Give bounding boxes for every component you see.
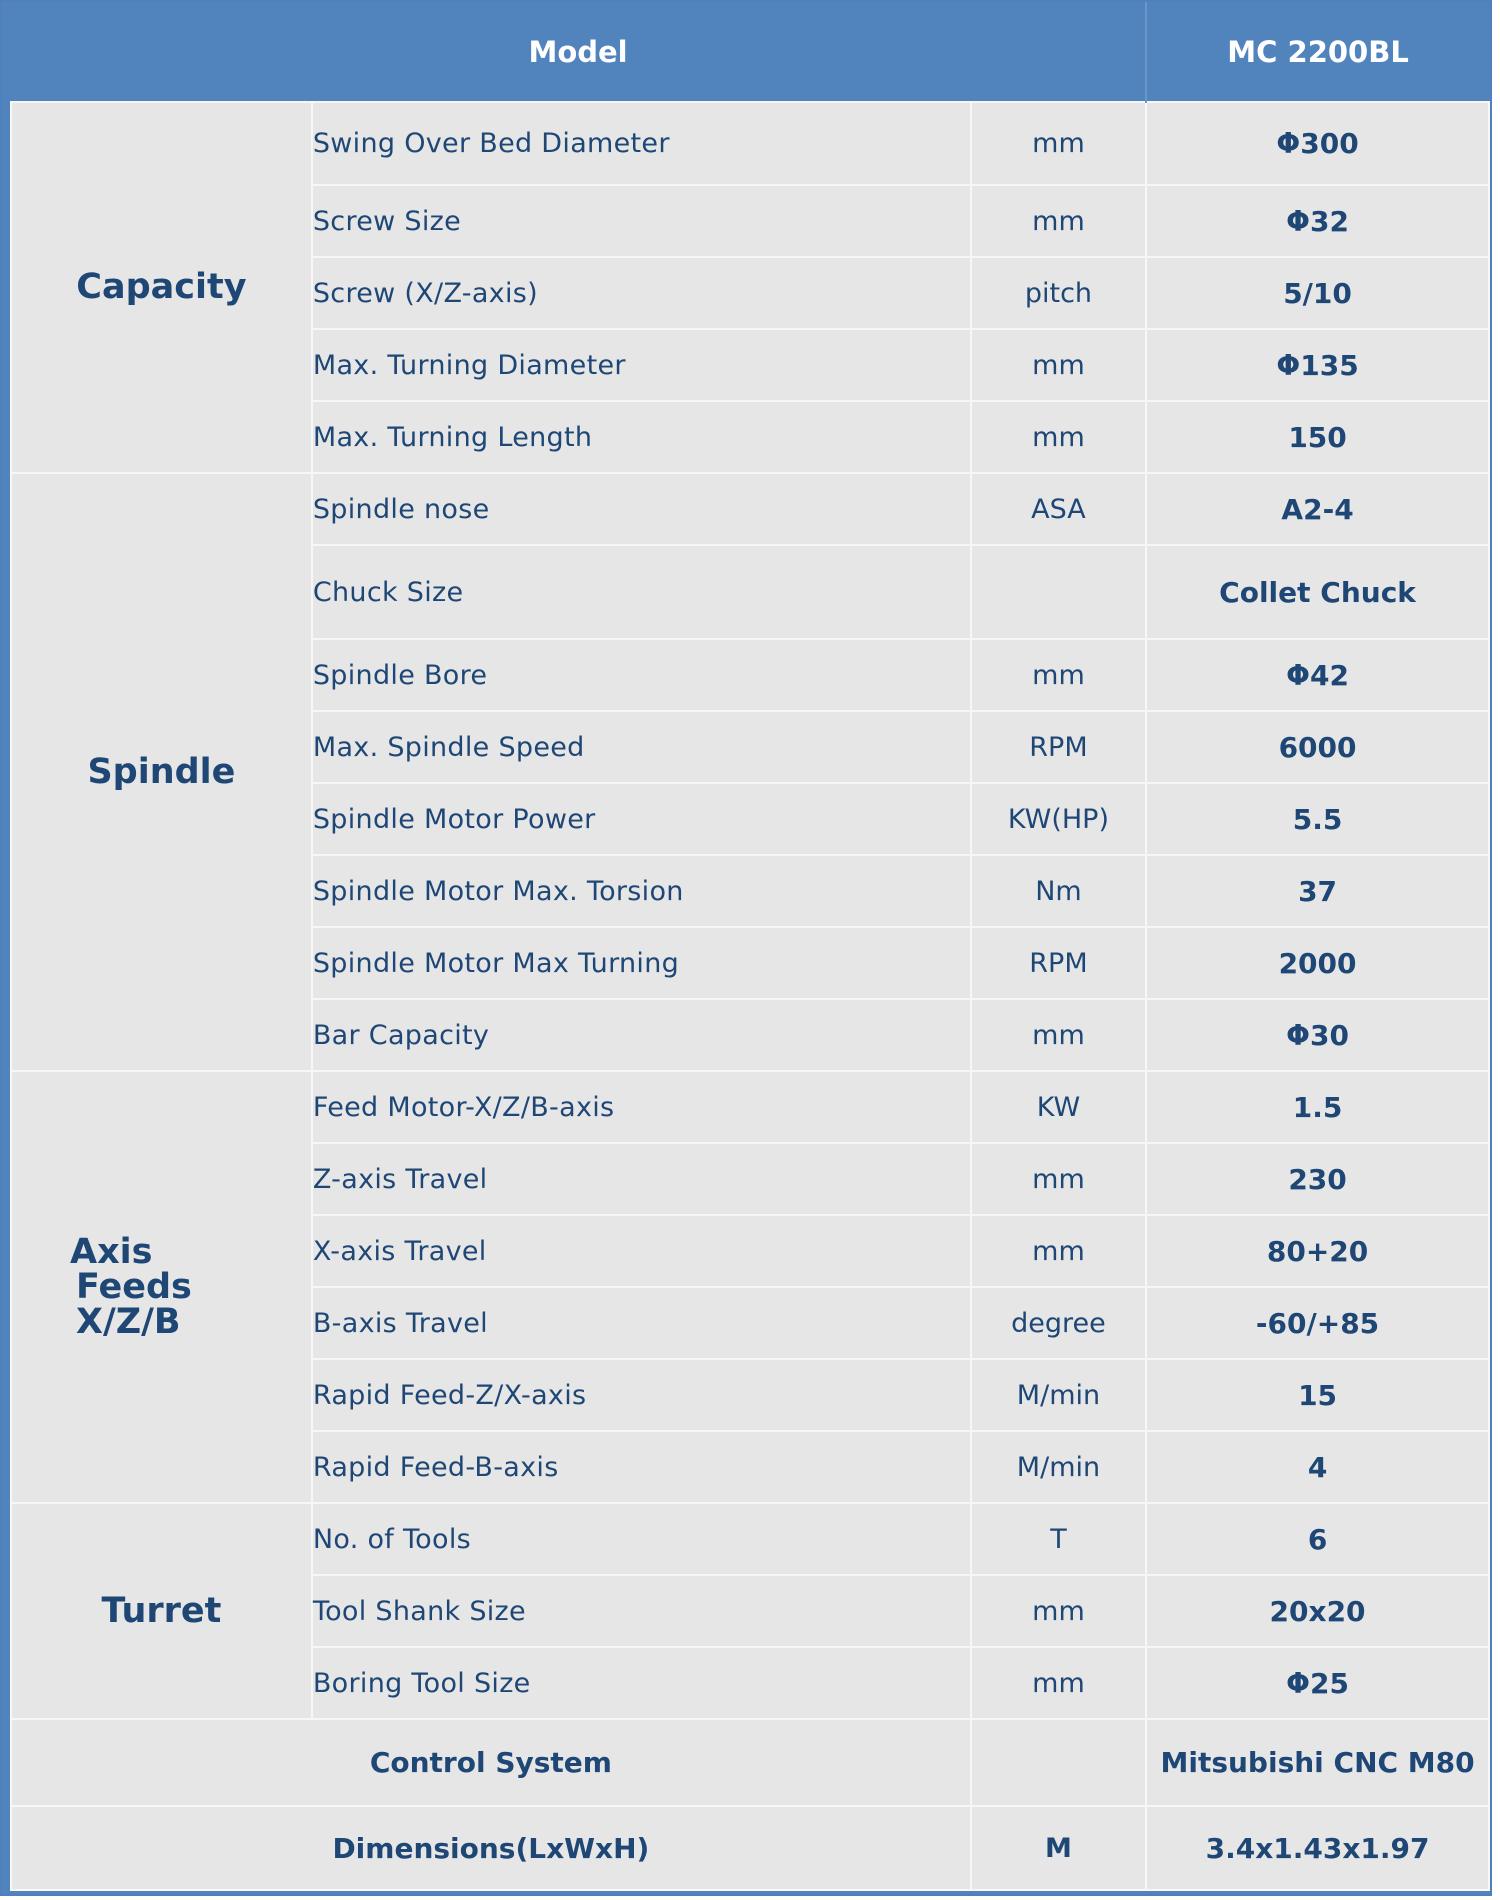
spec-item: Spindle nose [312, 473, 971, 545]
spec-unit: mm [971, 1575, 1146, 1647]
spec-item: Z-axis Travel [312, 1143, 971, 1215]
dimensions-label: Dimensions(LxWxH) [11, 1806, 971, 1890]
spec-value: 6000 [1146, 711, 1489, 783]
spec-item: Spindle Motor Power [312, 783, 971, 855]
spec-item: Max. Turning Diameter [312, 329, 971, 401]
group-axis-feeds [11, 1071, 312, 1503]
table-row [11, 1503, 1489, 1575]
control-system-value: Mitsubishi CNC M80 [1146, 1719, 1489, 1806]
dimensions-unit: M [971, 1806, 1146, 1890]
spec-item: Rapid Feed-B-axis [312, 1431, 971, 1503]
spec-unit: RPM [971, 927, 1146, 999]
spec-unit: T [971, 1503, 1146, 1575]
spec-value: Φ32 [1146, 185, 1489, 257]
spec-item: X-axis Travel [312, 1215, 971, 1287]
group-axis-line3: X/Z/B [76, 1301, 181, 1342]
spec-item: Max. Turning Length [312, 401, 971, 473]
spec-unit: M/min [971, 1431, 1146, 1503]
spec-value: 150 [1146, 401, 1489, 473]
control-system-label: Control System [11, 1719, 971, 1806]
model-header-label: Model [11, 2, 1146, 102]
spec-unit: mm [971, 999, 1146, 1071]
specification-table [10, 2, 1490, 1891]
table-row [11, 1806, 1489, 1890]
spec-unit: mm [971, 639, 1146, 711]
spec-item: Swing Over Bed Diameter [312, 102, 971, 185]
spec-value: Φ300 [1146, 102, 1489, 185]
spec-value: Collet Chuck [1146, 545, 1489, 639]
dimensions-value: 3.4x1.43x1.97 [1146, 1806, 1489, 1890]
spec-value: 15 [1146, 1359, 1489, 1431]
spec-item: Spindle Bore [312, 639, 971, 711]
spec-value: 4 [1146, 1431, 1489, 1503]
spec-value: 6 [1146, 1503, 1489, 1575]
spec-item: Feed Motor-X/Z/B-axis [312, 1071, 971, 1143]
spec-unit: mm [971, 329, 1146, 401]
spec-value: Φ135 [1146, 329, 1489, 401]
spec-unit: mm [971, 1143, 1146, 1215]
spec-item: Boring Tool Size [312, 1647, 971, 1719]
spec-unit: mm [971, 1647, 1146, 1719]
spec-value: 20x20 [1146, 1575, 1489, 1647]
group-capacity: Capacity [11, 102, 312, 473]
model-header-value: MC 2200BL [1146, 2, 1489, 102]
spec-item: Screw Size [312, 185, 971, 257]
spec-unit [971, 1719, 1146, 1806]
spec-value: 230 [1146, 1143, 1489, 1215]
spec-unit: Nm [971, 855, 1146, 927]
spec-unit: mm [971, 102, 1146, 185]
spec-value: 1.5 [1146, 1071, 1489, 1143]
spec-item: Max. Spindle Speed [312, 711, 971, 783]
spec-item: Bar Capacity [312, 999, 971, 1071]
spec-item: Spindle Motor Max. Torsion [312, 855, 971, 927]
spec-unit: mm [971, 1215, 1146, 1287]
spec-item: Chuck Size [312, 545, 971, 639]
group-spindle: Spindle [11, 473, 312, 1071]
spec-unit: KW(HP) [971, 783, 1146, 855]
group-axis-line2: Feeds [76, 1266, 192, 1307]
spec-value: 5.5 [1146, 783, 1489, 855]
spec-item: Spindle Motor Max Turning [312, 927, 971, 999]
table-row [11, 1719, 1489, 1806]
spec-value: 37 [1146, 855, 1489, 927]
spec-value: Φ30 [1146, 999, 1489, 1071]
spec-item: Rapid Feed-Z/X-axis [312, 1359, 971, 1431]
spec-unit: KW [971, 1071, 1146, 1143]
spec-item: Tool Shank Size [312, 1575, 971, 1647]
spec-value: Φ25 [1146, 1647, 1489, 1719]
spec-item: Screw (X/Z-axis) [312, 257, 971, 329]
header-row [11, 2, 1489, 102]
spec-value: 2000 [1146, 927, 1489, 999]
table-row [11, 102, 1489, 185]
spec-value: 5/10 [1146, 257, 1489, 329]
spec-unit [971, 545, 1146, 639]
spec-unit: mm [971, 185, 1146, 257]
spec-unit: RPM [971, 711, 1146, 783]
table-row [11, 1071, 1489, 1143]
group-turret: Turret [11, 1503, 312, 1719]
spec-value: Φ42 [1146, 639, 1489, 711]
spec-value: -60/+85 [1146, 1287, 1489, 1359]
spec-unit: pitch [971, 257, 1146, 329]
group-axis-line1: Axis [70, 1231, 153, 1272]
table-row [11, 473, 1489, 545]
spec-value: 80+20 [1146, 1215, 1489, 1287]
spec-unit: degree [971, 1287, 1146, 1359]
spec-unit: mm [971, 401, 1146, 473]
spec-unit: ASA [971, 473, 1146, 545]
spec-unit: M/min [971, 1359, 1146, 1431]
spec-item: No. of Tools [312, 1503, 971, 1575]
spec-value: A2-4 [1146, 473, 1489, 545]
spec-item: B-axis Travel [312, 1287, 971, 1359]
